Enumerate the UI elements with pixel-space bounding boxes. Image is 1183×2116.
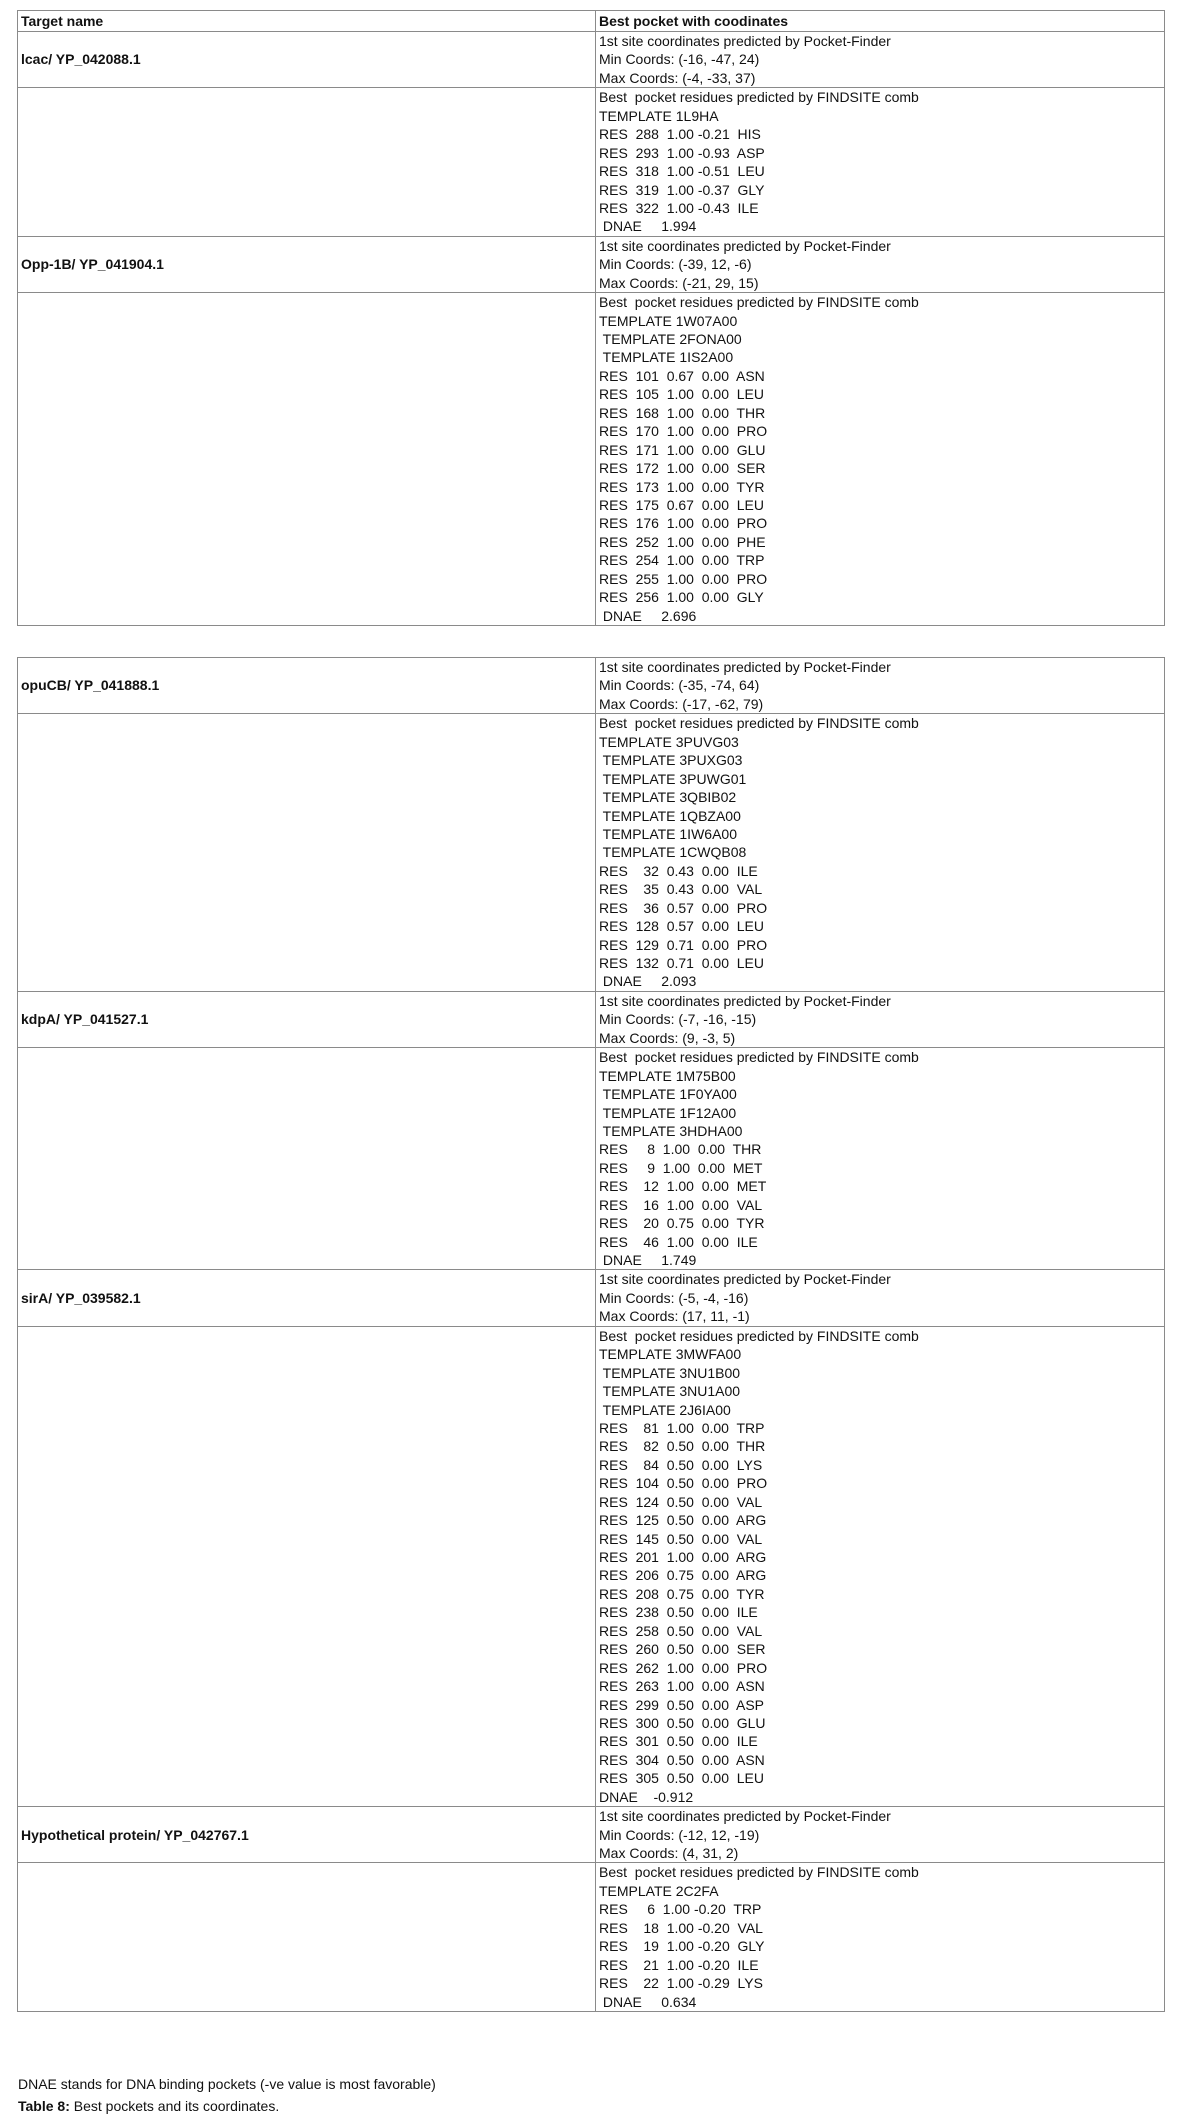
target-name-header: Target name [18, 11, 596, 32]
table-caption [18, 2097, 279, 2115]
best-pocket-header: Best pocket with coodinates [596, 11, 1165, 32]
coordinate-line: Max Coords: (-17, -62, 79) [599, 695, 764, 712]
residue-line: RES 263 1.00 0.00 ASN [599, 1678, 765, 1695]
residue-line: RES 82 0.50 0.00 THR [599, 1438, 766, 1455]
residue-line: RES 201 1.00 0.00 ARG [599, 1549, 767, 1565]
residue-line: DNAE 1.994 [599, 218, 697, 235]
residue-line: RES 176 1.00 0.00 PRO [599, 515, 768, 532]
residue-line: RES 129 0.71 0.00 PRO [599, 936, 768, 953]
coordinate-line: 1st site coordinates predicted by Pocket-Finder [599, 33, 891, 49]
pocket-site-coordinates [596, 1807, 1165, 1863]
residue-line: Best pocket residues predicted by FINDSITE comb [599, 1864, 919, 1881]
pocket-site-coordinates [596, 991, 1165, 1047]
residue-line: TEMPLATE 1W07A00 [599, 312, 738, 329]
coordinate-line: Min Coords: (-35, -74, 64) [599, 677, 760, 694]
empty-cell [18, 88, 596, 237]
residue-line: DNAE 2.093 [599, 973, 697, 990]
residue-line: RES 81 1.00 0.00 TRP [599, 1419, 765, 1436]
residue-line: RES 84 0.50 0.00 LYS [599, 1456, 763, 1473]
target-row [18, 658, 1165, 714]
residue-line: TEMPLATE 1CWQB08 [599, 844, 747, 861]
residue-line: RES 35 0.43 0.00 VAL [599, 881, 763, 898]
residue-line: TEMPLATE 3PUWG01 [599, 770, 747, 787]
coordinate-line: 1st site coordinates predicted by Pocket-Finder [599, 1808, 891, 1825]
residues-row [18, 714, 1165, 992]
residue-line: RES 305 0.50 0.00 LEU [599, 1770, 764, 1787]
residue-line: Best pocket residues predicted by FINDSITE comb [599, 1049, 919, 1066]
residue-line: RES 168 1.00 0.00 THR [599, 404, 766, 421]
residue-line: TEMPLATE 3PUVG03 [599, 733, 739, 750]
caption-label: Table 8: [18, 2098, 70, 2114]
residue-line: RES 293 1.00 -0.93 ASP [599, 144, 765, 161]
residue-line: RES 173 1.00 0.00 TYR [599, 478, 765, 495]
empty-cell [18, 1326, 596, 1806]
residue-line: RES 258 0.50 0.00 VAL [599, 1622, 763, 1639]
residue-line: TEMPLATE 3NU1B00 [599, 1364, 741, 1381]
residue-line: TEMPLATE 1F12A00 [599, 1104, 737, 1121]
pocket-residues [596, 293, 1165, 626]
residue-line: TEMPLATE 3NU1A00 [599, 1383, 741, 1400]
pocket-residues [596, 714, 1165, 992]
target-row [18, 991, 1165, 1047]
residue-line: RES 22 1.00 -0.29 LYS [599, 1975, 763, 1992]
coordinate-line: 1st site coordinates predicted by Pocket-Finder [599, 659, 891, 675]
residue-line: TEMPLATE 3MWFA00 [599, 1346, 742, 1363]
coordinate-line: Max Coords: (9, -3, 5) [599, 1029, 736, 1046]
residue-line: TEMPLATE 1IW6A00 [599, 825, 737, 842]
empty-cell [18, 1863, 596, 2012]
residues-row [18, 1326, 1165, 1806]
coordinate-line: 1st site coordinates predicted by Pocket-Finder [599, 1271, 891, 1288]
residue-line: RES 105 1.00 0.00 LEU [599, 386, 764, 403]
residue-line: RES 255 1.00 0.00 PRO [599, 570, 768, 587]
residue-line: RES 132 0.71 0.00 LEU [599, 955, 764, 971]
residue-line: RES 104 0.50 0.00 PRO [599, 1475, 768, 1492]
target-name: lcac/ YP_042088.1 [18, 32, 596, 88]
residue-line: DNAE 0.634 [599, 1993, 697, 2010]
residue-line: RES 9 1.00 0.00 MET [599, 1159, 763, 1176]
pocket-site-coordinates [596, 32, 1165, 88]
residue-line: RES 301 0.50 0.00 ILE [599, 1733, 758, 1750]
residue-line: RES 128 0.57 0.00 LEU [599, 918, 764, 935]
residues-row [18, 88, 1165, 237]
target-row [18, 32, 1165, 88]
residue-line: RES 8 1.00 0.00 THR [599, 1141, 762, 1158]
coordinate-line: Min Coords: (-7, -16, -15) [599, 1011, 757, 1028]
residues-row [18, 1048, 1165, 1270]
residue-line: Best pocket residues predicted by FINDSITE comb [599, 715, 919, 732]
target-row [18, 1270, 1165, 1326]
residue-line: TEMPLATE 1F0YA00 [599, 1086, 737, 1103]
residues-row [18, 1863, 1165, 2012]
pocket-site-coordinates [596, 658, 1165, 714]
residue-line: TEMPLATE 3PUXG03 [599, 752, 743, 769]
coordinate-line: Max Coords: (-21, 29, 15) [599, 274, 759, 291]
residue-line: TEMPLATE 3QBIB02 [599, 789, 737, 806]
coordinate-line: Min Coords: (-39, 12, -6) [599, 256, 752, 273]
residue-line: RES 170 1.00 0.00 PRO [599, 423, 768, 440]
residue-line: RES 20 0.75 0.00 TYR [599, 1215, 765, 1232]
residue-line: RES 206 0.75 0.00 ARG [599, 1567, 767, 1584]
residue-line: RES 171 1.00 0.00 GLU [599, 441, 766, 458]
residue-line: Best pocket residues predicted by FINDSITE comb [599, 1327, 919, 1344]
residue-line: RES 288 1.00 -0.21 HIS [599, 126, 761, 143]
pocket-residues [596, 1863, 1165, 2012]
table-header-row [18, 11, 1165, 32]
residue-line: RES 12 1.00 0.00 MET [599, 1178, 767, 1195]
coordinate-line: Max Coords: (17, 11, -1) [599, 1308, 750, 1325]
target-name: sirA/ YP_039582.1 [18, 1270, 596, 1326]
residue-line: RES 304 0.50 0.00 ASN [599, 1751, 765, 1768]
target-name: opuCB/ YP_041888.1 [18, 658, 596, 714]
residue-line: RES 256 1.00 0.00 GLY [599, 589, 764, 606]
residue-line: TEMPLATE 1QBZA00 [599, 807, 741, 824]
residue-line: RES 319 1.00 -0.37 GLY [599, 181, 765, 198]
residue-line: RES 208 0.75 0.00 TYR [599, 1585, 765, 1602]
residue-line: RES 262 1.00 0.00 PRO [599, 1659, 768, 1676]
residue-line: DNAE -0.912 [599, 1788, 694, 1805]
caption-text: Best pockets and its coordinates. [69, 2098, 280, 2114]
coordinate-line: Max Coords: (4, 31, 2) [599, 1845, 739, 1861]
table-footnote: DNAE stands for DNA binding pockets (-ve value is most favorable) [18, 2076, 436, 2092]
residue-line: RES 21 1.00 -0.20 ILE [599, 1956, 759, 1973]
pocket-site-coordinates [596, 236, 1165, 292]
residue-line: TEMPLATE 2C2FA [599, 1882, 719, 1899]
residue-line: RES 18 1.00 -0.20 VAL [599, 1919, 763, 1936]
pocket-table-part-1 [17, 10, 1165, 626]
empty-cell [18, 293, 596, 626]
target-name: Opp-1B/ YP_041904.1 [18, 236, 596, 292]
residue-line: RES 19 1.00 -0.20 GLY [599, 1938, 765, 1955]
residue-line: RES 260 0.50 0.00 SER [599, 1641, 766, 1658]
table-body [18, 658, 1165, 2012]
residue-line: RES 16 1.00 0.00 VAL [599, 1196, 763, 1213]
residue-line: RES 124 0.50 0.00 VAL [599, 1493, 763, 1510]
target-name: Hypothetical protein/ YP_042767.1 [18, 1807, 596, 1863]
pocket-table-part-2 [17, 657, 1165, 2012]
residue-line: RES 125 0.50 0.00 ARG [599, 1512, 767, 1529]
pocket-site-coordinates [596, 1270, 1165, 1326]
residue-line: RES 322 1.00 -0.43 ILE [599, 199, 759, 216]
residue-line: Best pocket residues predicted by FINDSITE comb [599, 294, 919, 311]
residue-line: RES 101 0.67 0.00 ASN [599, 367, 765, 384]
residues-row [18, 293, 1165, 626]
target-name: kdpA/ YP_041527.1 [18, 991, 596, 1047]
residue-line: RES 238 0.50 0.00 ILE [599, 1604, 758, 1621]
residue-line: DNAE 2.696 [599, 607, 697, 624]
residue-line: TEMPLATE 3HDHA00 [599, 1122, 743, 1139]
pocket-residues [596, 1048, 1165, 1270]
residue-line: RES 32 0.43 0.00 ILE [599, 862, 758, 879]
table-body [18, 32, 1165, 626]
residue-line: TEMPLATE 1IS2A00 [599, 349, 734, 366]
residue-line: TEMPLATE 2J6IA00 [599, 1401, 731, 1418]
residue-line: RES 172 1.00 0.00 SER [599, 460, 766, 477]
residue-line: RES 36 0.57 0.00 PRO [599, 899, 768, 916]
coordinate-line: Max Coords: (-4, -33, 37) [599, 69, 756, 86]
coordinate-line: Min Coords: (-16, -47, 24) [599, 51, 760, 68]
residue-line: RES 252 1.00 0.00 PHE [599, 533, 766, 550]
residue-line: RES 318 1.00 -0.51 LEU [599, 163, 765, 180]
coordinate-line: 1st site coordinates predicted by Pocket-Finder [599, 992, 891, 1009]
target-row [18, 1807, 1165, 1863]
residue-line: RES 46 1.00 0.00 ILE [599, 1233, 758, 1250]
target-row [18, 236, 1165, 292]
empty-cell [18, 714, 596, 992]
pocket-residues [596, 88, 1165, 237]
coordinate-line: 1st site coordinates predicted by Pocket-Finder [599, 237, 891, 254]
pocket-residues [596, 1326, 1165, 1806]
residue-line: RES 175 0.67 0.00 LEU [599, 496, 764, 513]
residue-line: DNAE 1.749 [599, 1252, 697, 1268]
residue-line: RES 299 0.50 0.00 ASP [599, 1696, 764, 1713]
residue-line: TEMPLATE 1L9HA [599, 107, 719, 124]
residue-line: TEMPLATE 1M75B00 [599, 1067, 736, 1084]
empty-cell [18, 1048, 596, 1270]
residue-line: RES 6 1.00 -0.20 TRP [599, 1901, 762, 1918]
residue-line: TEMPLATE 2FONA00 [599, 331, 742, 347]
residue-line: Best pocket residues predicted by FINDSITE comb [599, 89, 919, 106]
residue-line: RES 145 0.50 0.00 VAL [599, 1530, 763, 1547]
residue-line: RES 254 1.00 0.00 TRP [599, 552, 765, 569]
coordinate-line: Min Coords: (-5, -4, -16) [599, 1289, 749, 1306]
residue-line: RES 300 0.50 0.00 GLU [599, 1714, 766, 1731]
coordinate-line: Min Coords: (-12, 12, -19) [599, 1826, 760, 1843]
